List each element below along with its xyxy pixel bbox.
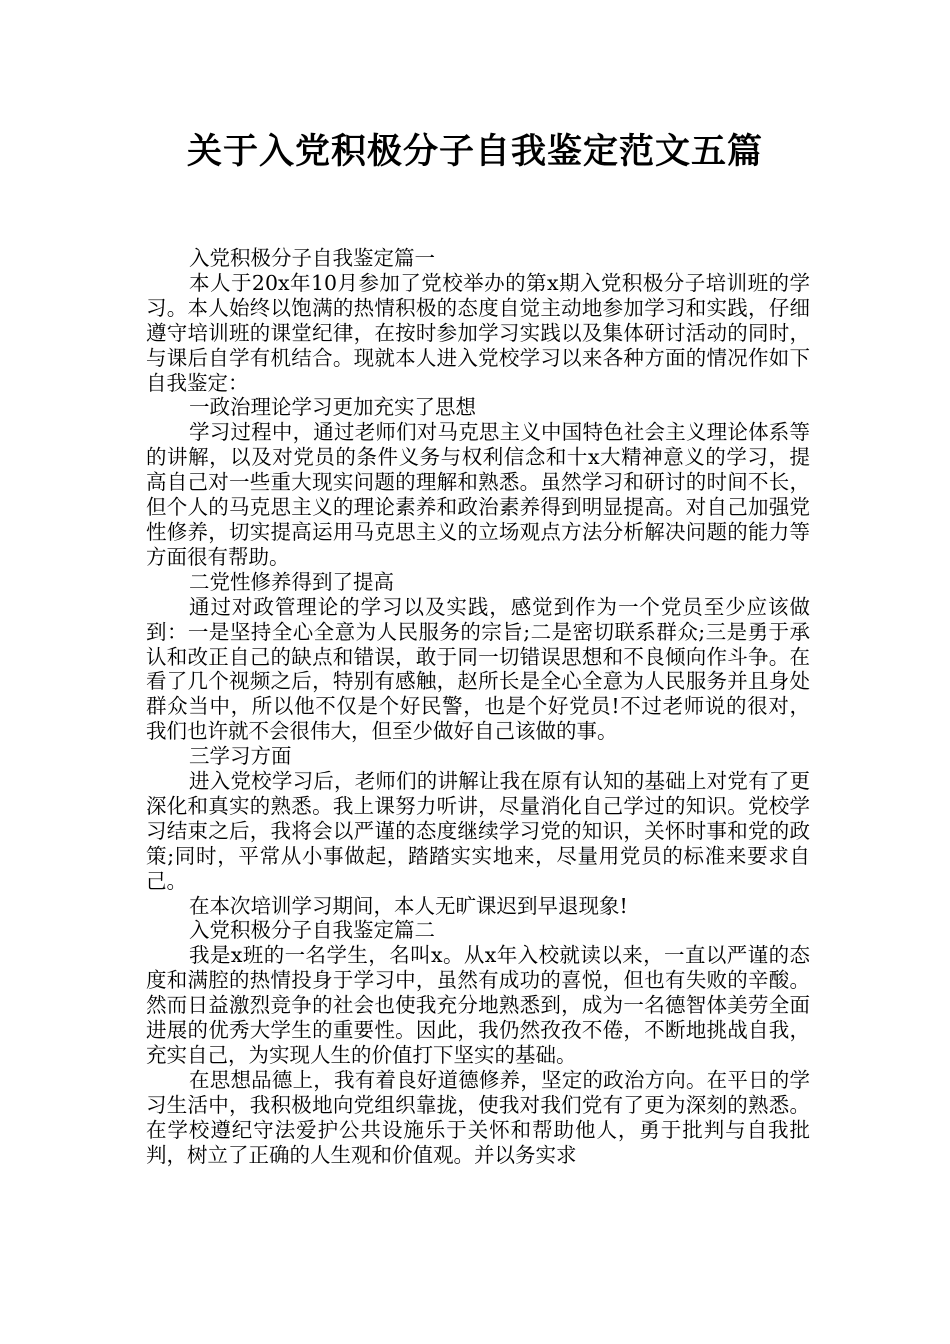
- body-paragraph: 在本次培训学习期间，本人无旷课迟到早退现象!: [189, 893, 628, 918]
- body-paragraph: 本人于20x年10月参加了党校举办的第x期入党积极分子培训班的学习。本人始终以饱满的热情积极的态度自觉主动地参加学习和实践，仔细遵守培训班的课堂纪律，在按时参加学习实践以及集体研讨活动的同时，与课后自学有机结合。现就本人进入党校学习以来各种方面的情况作如下自我鉴定：: [146, 270, 810, 395]
- sub-heading: 一政治理论学习更加充实了思想: [189, 395, 477, 420]
- body-paragraph: 在思想品德上，我有着良好道德修养，坚定的政治方向。在平日的学习生活中，我积极地向党组织靠拢，使我对我们党有了更为深刻的熟悉。在学校遵纪守法爱护公共设施乐于关怀和帮助他人，勇于批判与自我批判，树立了正确的人生观和价值观。并以务实求: [146, 1067, 810, 1167]
- body-paragraph: 我是x班的一名学生，名叫x。从x年入校就读以来，一直以严谨的态度和满腔的热情投身于学习中，虽然有成功的喜悦，但也有失败的辛酸。然而日益激烈竞争的社会也使我充分地熟悉到，成为一名德智体美劳全面进展的优秀大学生的重要性。因此，我仍然孜孜不倦，不断地挑战自我，充实自己，为实现人生的价值打下坚实的基础。: [146, 943, 810, 1067]
- sub-heading: 三学习方面: [189, 744, 292, 769]
- document-title: 关于入党积极分子自我鉴定范文五篇: [186, 132, 763, 172]
- body-paragraph: 通过对政管理论的学习以及实践，感觉到作为一个党员至少应该做到：一是坚持全心全意为人民服务的宗旨;二是密切联系群众;三是勇于承认和改正自己的缺点和错误，敢于同一切错误思想和不良倾向作斗争。在看了几个视频之后，特别有感触，赵所长是全心全意为人民服务并且身处群众当中，所以他不仅是个好民警，也是个好党员!不过老师说的很对，我们也许就不会很伟大，但至少做好自己该做的事。: [146, 594, 810, 744]
- section-heading: 入党积极分子自我鉴定篇一: [189, 246, 436, 270]
- sub-heading: 二党性修养得到了提高: [189, 569, 395, 594]
- document-body: [146, 246, 810, 1168]
- body-paragraph: 进入党校学习后，老师们的讲解让我在原有认知的基础上对党有了更深化和真实的熟悉。我上课努力听讲，尽量消化自己学过的知识。党校学习结束之后，我将会以严谨的态度继续学习党的知识，关怀时事和党的政策;同时，平常从小事做起，踏踏实实地来，尽量用党员的标准来要求自己。: [146, 769, 810, 893]
- body-paragraph: 学习过程中，通过老师们对马克思主义中国特色社会主义理论体系等的讲解，以及对党员的条件义务与权利信念和十x大精神意义的学习，提高自己对一些重大现实问题的理解和熟悉。虽然学习和研讨的时间不长，但个人的马克思主义的理论素养和政治素养得到明显提高。对自己加强党性修养，切实提高运用马克思主义的立场观点方法分析解决问题的能力等方面很有帮助。: [146, 420, 810, 569]
- section-heading: 入党积极分子自我鉴定篇二: [189, 918, 436, 943]
